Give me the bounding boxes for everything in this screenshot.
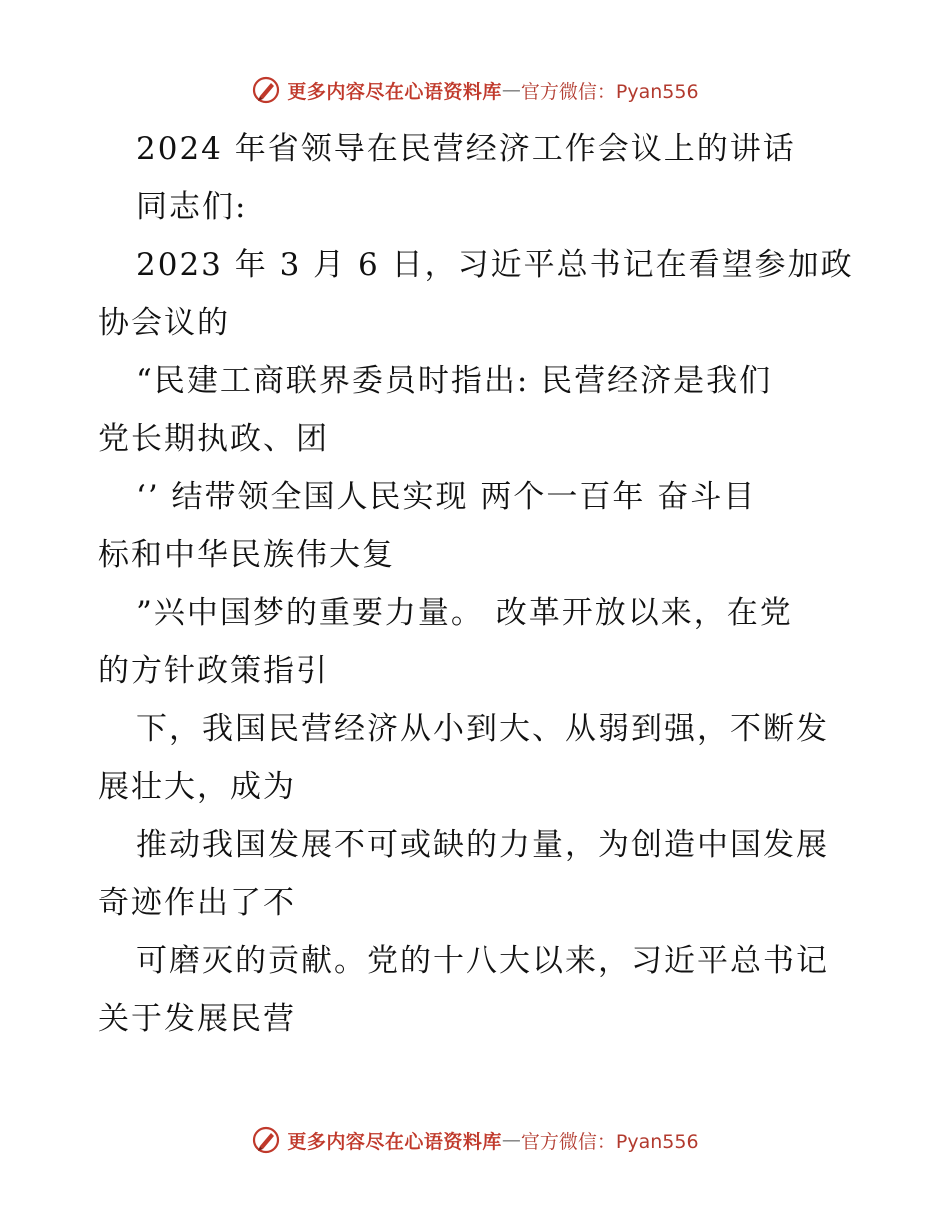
- document-title: 2024 年省领导在民营经济工作会议上的讲话: [136, 131, 796, 167]
- header-watermark: [0, 70, 950, 110]
- watermark-separator: —: [501, 79, 521, 101]
- paragraph-line: 党长期执政、团: [98, 421, 329, 457]
- salutation: 同志们:: [136, 189, 248, 225]
- paragraph-line: 可磨灭的贡献。党的十八大以来，习近平总书记: [136, 943, 829, 979]
- paragraph-line: ‘’ 结带领全国人民实现 两个一百年 奋斗目: [136, 479, 757, 515]
- watermark-contact: 官方微信：Pyan556: [520, 1130, 699, 1153]
- paragraph-line: 奇迹作出了不: [98, 885, 296, 921]
- paragraph-line: 标和中华民族伟大复: [98, 537, 395, 573]
- watermark-site-text: 更多内容尽在心语资料库: [287, 80, 502, 103]
- paragraph-line: 推动我国发展不可或缺的力量，为创造中国发展: [136, 827, 829, 863]
- paragraph-line: 下，我国民营经济从小到大、从弱到强，不断发: [136, 711, 829, 747]
- watermark-site-text: 更多内容尽在心语资料库: [287, 1130, 502, 1153]
- watermark-separator: —: [501, 1129, 521, 1151]
- pen-logo-icon: [251, 1125, 281, 1155]
- paragraph-line: 关于发展民营: [98, 1001, 296, 1037]
- paragraph-line: 协会议的: [98, 305, 230, 341]
- paragraph-line: 2023 年 3 月 6 日，习近平总书记在看望参加政: [136, 247, 854, 283]
- watermark-contact: 官方微信：Pyan556: [520, 80, 699, 103]
- paragraph-line: “民建工商联界委员时指出: 民营经济是我们: [136, 363, 773, 399]
- paragraph-line: 展壮大，成为: [98, 769, 296, 805]
- pen-logo-icon: [251, 75, 281, 105]
- paragraph-line: ”兴中国梦的重要力量。 改革开放以来，在党: [136, 595, 793, 631]
- document-body: [98, 120, 858, 1048]
- footer-watermark: [0, 1120, 950, 1160]
- paragraph-line: 的方针政策指引: [98, 653, 329, 689]
